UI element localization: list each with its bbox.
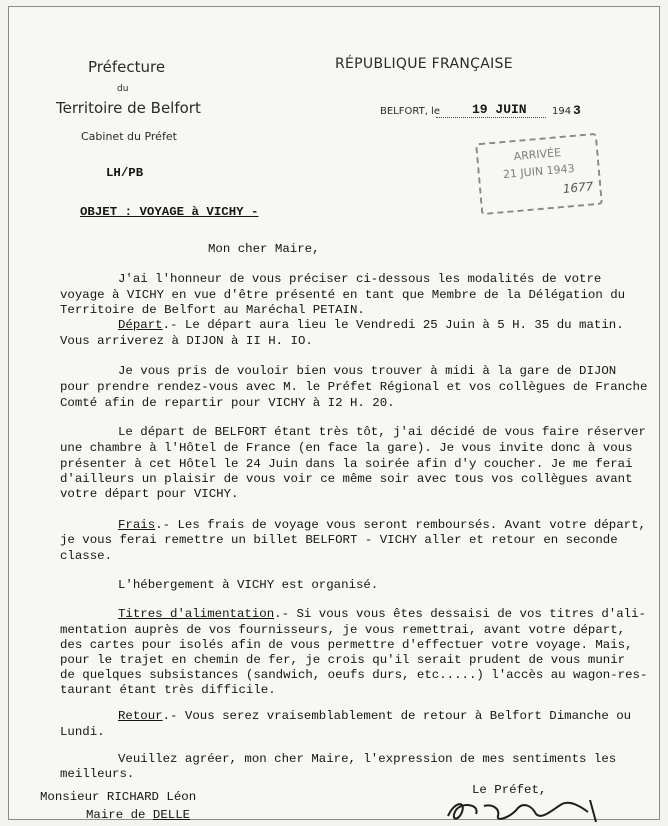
p4-line-3: présenter à cet Hôtel le 24 Juin dans la soirée afin d'y coucher. Je me ferai: [60, 457, 633, 471]
frais-label: Frais: [118, 518, 156, 532]
p4-line-4: d'ailleurs un plaisir de vous voir ce même soir avec tous vos collègues avant: [60, 472, 633, 486]
p3-line-2: pour prendre rendez-vous avec M. le Préfet Régional et vos collègues de Franche: [60, 380, 648, 394]
place-label: BELFORT, le: [380, 106, 440, 117]
titres-line-5: de quelques subsistances (sandwich, oeufs durs, etc.....) l'accès au wagon-res-: [60, 668, 648, 682]
retour-label: Retour: [118, 709, 163, 723]
titres-line-2: mentation auprès de vos fournisseurs, je vous remettrai, avant votre départ,: [60, 623, 626, 637]
stamp-line-2: 21 JUIN 1943: [502, 161, 576, 182]
handwritten-signature: [440, 796, 630, 824]
closing-line-2: meilleurs.: [60, 767, 135, 781]
depart-line-1: [118, 318, 624, 332]
frais-line-2: je vous ferai remettre un billet BELFORT - VICHY aller et retour en seconde: [60, 533, 618, 547]
p1-line-1: J'ai l'honneur de vous préciser ci-dessous les modalités de votre: [118, 272, 602, 286]
p3-line-3: Comté afin de repartir pour VICHY à I2 H. 20.: [60, 396, 395, 410]
date-year-prefix: 194: [552, 106, 572, 117]
p3-line-1: Je vous pris de vouloir bien vous trouver à midi à la gare de DIJON: [118, 364, 617, 378]
retour-line-2: Lundi.: [60, 725, 105, 739]
p1-line-3: Territoire de Belfort au Maréchal PETAIN.: [60, 303, 365, 317]
frais-line-3: classe.: [60, 549, 113, 563]
salutation: Mon cher Maire,: [208, 242, 320, 256]
p4-line-1: Le départ de BELFORT étant très tôt, j'ai décidé de vous faire réserver: [118, 425, 646, 439]
depart-text: .- Le départ aura lieu le Vendredi 25 Juin à 5 H. 35 du matin.: [162, 318, 624, 332]
date-day-month: 19 JUIN: [472, 102, 527, 117]
p4-line-5: votre départ pour VICHY.: [60, 487, 239, 501]
frais-line-1: [118, 518, 646, 532]
arrival-stamp: [475, 133, 603, 215]
cabinet-heading: Cabinet du Préfet: [81, 130, 177, 143]
recipient-name: Monsieur RICHARD Léon: [40, 790, 197, 804]
territoire-heading: Territoire de Belfort: [56, 99, 201, 117]
recipient-title: [86, 808, 190, 822]
titres-line-4: pour le trajet en chemin de fer, je crois qu'il serait prudent de vous munir: [60, 653, 626, 667]
titres-text: .- Si vous vous êtes dessaisi de vos titres d'ali-: [274, 607, 646, 621]
titres-line-6: taurant étant très difficile.: [60, 683, 276, 697]
recipient-town: DELLE: [152, 808, 191, 822]
depart-line-2: Vous arriverez à DIJON à II H. IO.: [60, 334, 313, 348]
recipient-role: Maire de: [86, 808, 153, 822]
p1-line-2: voyage à VICHY en vue d'être présenté en tant que Membre de la Délégation du: [60, 288, 626, 302]
date-dotted-line: [436, 117, 546, 118]
reference: LH/PB: [106, 166, 144, 180]
prefecture-du: du: [117, 84, 129, 94]
hebergement-line: L'hébergement à VICHY est organisé.: [118, 578, 379, 592]
prefecture-heading: Préfecture: [88, 58, 166, 76]
retour-line-1: [118, 709, 631, 723]
date-year-suffix: 3: [573, 103, 581, 118]
titres-label: Titres d'alimentation: [118, 607, 275, 621]
titres-line-3: des cartes pour isolés afin de vous permettre d'effectuer votre voyage. Mais,: [60, 638, 633, 652]
signature-title: Le Préfet,: [472, 783, 547, 797]
frais-text: .- Les frais de voyage vous seront remboursés. Avant votre départ,: [155, 518, 646, 532]
objet-line: OBJET : VOYAGE à VICHY -: [80, 205, 259, 219]
closing-line-1: Veuillez agréer, mon cher Maire, l'expression de mes sentiments les: [118, 752, 617, 766]
stamp-number: 1677: [562, 179, 594, 196]
titres-line-1: [118, 607, 646, 621]
letter-sheet: [8, 6, 660, 820]
republique-heading: RÉPUBLIQUE FRANÇAISE: [335, 56, 513, 72]
depart-label: Départ: [118, 318, 163, 332]
stamp-line-1: ARRIVÉE: [513, 146, 562, 164]
p4-line-2: une chambre à l'Hôtel de France (en face la gare). Je vous invite donc à vous: [60, 441, 633, 455]
retour-text: .- Vous serez vraisemblablement de retour à Belfort Dimanche ou: [162, 709, 632, 723]
